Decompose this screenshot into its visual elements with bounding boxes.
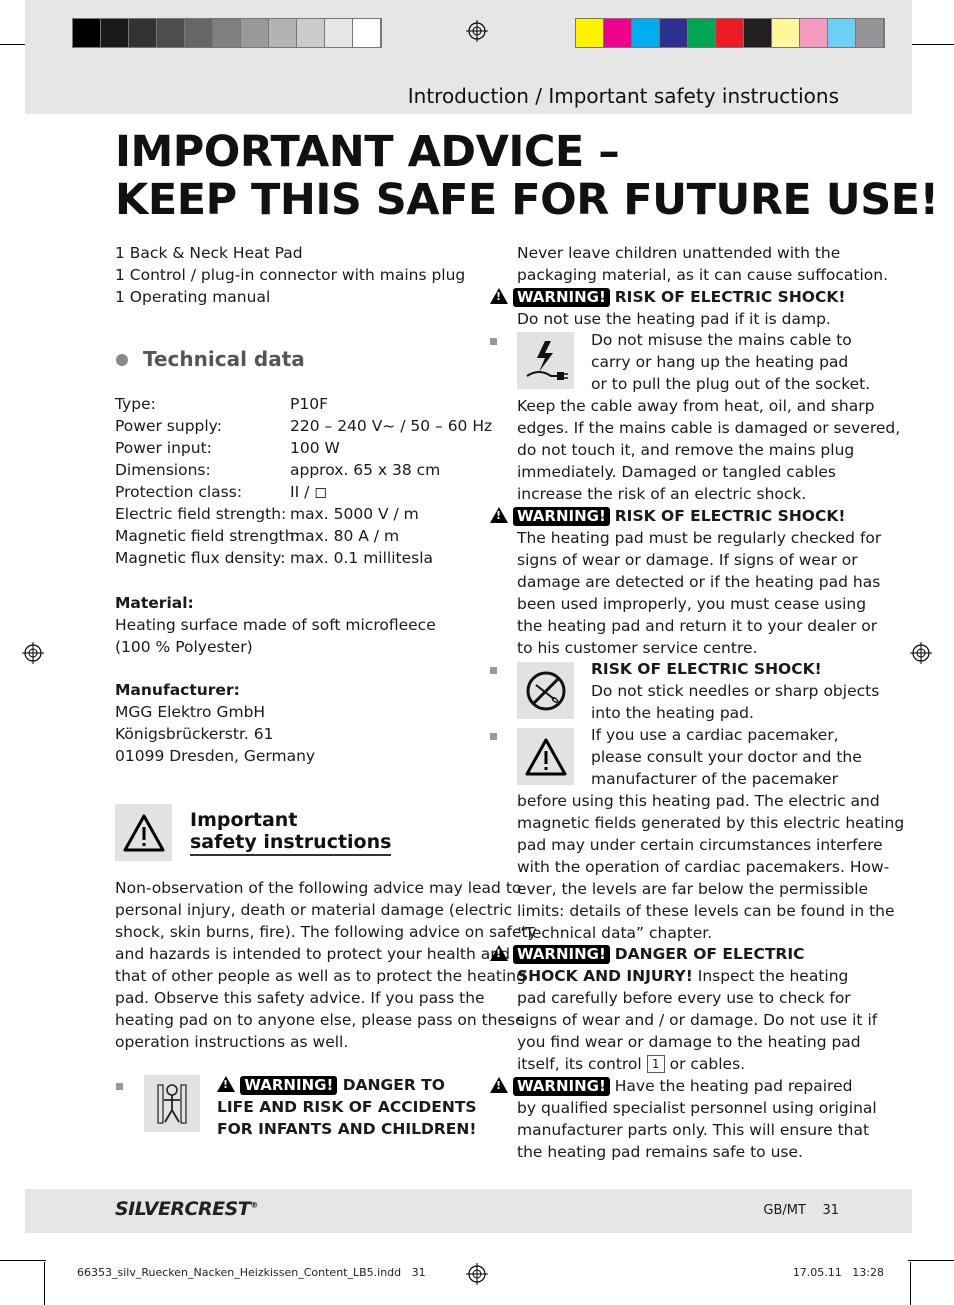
color-swatch bbox=[632, 19, 660, 47]
warning-text: Inspect the heating bbox=[697, 967, 849, 985]
color-swatch bbox=[157, 19, 185, 47]
package-contents bbox=[115, 242, 465, 308]
color-swatch bbox=[856, 19, 884, 47]
registration-mark-icon bbox=[22, 642, 44, 664]
technical-label: Protection class: bbox=[115, 483, 243, 501]
technical-value: II / ◻ bbox=[290, 483, 328, 501]
no-needles-icon bbox=[517, 662, 574, 719]
text-line: pad may under certain circumstances interfere bbox=[517, 836, 883, 854]
list-bullet-icon bbox=[490, 733, 497, 740]
technical-label: Magnetic field strength: bbox=[115, 527, 300, 545]
safety-heading bbox=[190, 809, 391, 856]
crop-mark bbox=[908, 44, 954, 45]
page-number: GB/MT 31 bbox=[763, 1203, 839, 1218]
color-swatch bbox=[297, 19, 325, 47]
technical-label: Dimensions: bbox=[115, 461, 211, 479]
text-line: ever, the levels are far below the permissible bbox=[517, 880, 869, 898]
headline-line-1: IMPORTANT ADVICE – bbox=[115, 127, 620, 177]
list-bullet-icon bbox=[116, 1083, 123, 1090]
text-line: damage are detected or if the heating pad has bbox=[517, 573, 881, 591]
warning-title: RISK OF ELECTRIC SHOCK! bbox=[591, 660, 822, 678]
warning-text: signs of wear and / or damage. Do not use it if bbox=[517, 1011, 878, 1029]
warning-sign-icon bbox=[217, 1076, 235, 1092]
color-swatch bbox=[129, 19, 157, 47]
pacemaker-line: manufacturer of the pacemaker bbox=[591, 770, 839, 788]
text-line: do not touch it, and remove the mains plug bbox=[517, 441, 855, 459]
color-swatch bbox=[688, 19, 716, 47]
warning-body bbox=[490, 527, 881, 659]
children-note bbox=[517, 242, 888, 286]
warning-title: RISK OF ELECTRIC SHOCK! bbox=[614, 288, 846, 306]
technical-value: max. 0.1 millitesla bbox=[290, 549, 434, 567]
warning-inspect bbox=[490, 943, 877, 1075]
warning-label: WARNING! bbox=[240, 1076, 337, 1095]
warning-text: Do not use the heating pad if it is damp. bbox=[517, 310, 831, 328]
warning-title: DANGER OF ELECTRIC bbox=[614, 945, 805, 963]
warning-text: itself, its control bbox=[517, 1055, 642, 1073]
safety-intro bbox=[115, 877, 537, 1053]
text-line: edges. If the mains cable is damaged or severed, bbox=[517, 419, 901, 437]
text-line: increase the risk of an electric shock. bbox=[517, 485, 807, 503]
text-line: with the operation of cardiac pacemakers. How- bbox=[517, 858, 890, 876]
pacemaker-line: If you use a cardiac pacemaker, bbox=[591, 726, 839, 744]
registration-mark-icon bbox=[910, 642, 932, 664]
cable-warning-line: or to pull the plug out of the socket. bbox=[591, 375, 871, 393]
warning-repair bbox=[490, 1075, 877, 1163]
children-note-line: packaging material, as it can cause suffocation. bbox=[517, 266, 889, 284]
color-swatch bbox=[716, 19, 744, 47]
safety-heading-line-2: safety instructions bbox=[190, 831, 391, 856]
crop-mark bbox=[908, 1260, 954, 1261]
warning-label: WARNING! bbox=[513, 1077, 610, 1096]
text-line: been used improperly, you must cease using bbox=[517, 595, 867, 613]
color-swatch bbox=[73, 19, 101, 47]
technical-label: Electric field strength: bbox=[115, 505, 287, 523]
text-line: heating pad on to anyone else, please pass on these bbox=[115, 1011, 525, 1029]
contents-item: 1 Operating manual bbox=[115, 288, 271, 306]
process-color-bar bbox=[575, 18, 885, 48]
color-swatch bbox=[241, 19, 269, 47]
color-swatch bbox=[576, 19, 604, 47]
text-line: signs of wear or damage. If signs of wear or bbox=[517, 551, 858, 569]
technical-label: Power input: bbox=[115, 439, 212, 457]
text-line: limits: details of these levels can be found in the bbox=[517, 902, 895, 920]
manufacturer-text: 01099 Dresden, Germany bbox=[115, 747, 316, 765]
warning-text: or cables. bbox=[669, 1055, 746, 1073]
text-line: that of other people as well as to protect the heating bbox=[115, 967, 526, 985]
technical-value: approx. 65 x 38 cm bbox=[290, 461, 441, 479]
brand-name: SILVERCREST bbox=[115, 1198, 251, 1220]
cable-warning-line: Do not misuse the mains cable to bbox=[591, 331, 852, 349]
cable-warning-long bbox=[517, 395, 900, 505]
safety-heading-line-1: Important bbox=[190, 809, 298, 831]
children-note-line: Never leave children unattended with the bbox=[517, 244, 841, 262]
text-line: the heating pad and return it to your dealer or bbox=[517, 617, 878, 635]
warning-sign-icon bbox=[490, 1077, 508, 1093]
warning-label: WARNING! bbox=[513, 288, 610, 307]
text-line: operation instructions as well. bbox=[115, 1033, 349, 1051]
warning-label: WARNING! bbox=[513, 507, 610, 526]
material-label: Material: bbox=[115, 594, 194, 612]
color-swatch bbox=[828, 19, 856, 47]
text-line: The heating pad must be regularly checked for bbox=[517, 529, 882, 547]
technical-value: max. 80 A / m bbox=[290, 527, 400, 545]
registered-mark: ® bbox=[250, 1200, 258, 1210]
infant-warning-text: FOR INFANTS AND CHILDREN! bbox=[217, 1120, 477, 1138]
color-swatch bbox=[185, 19, 213, 47]
text-line: shock, skin burns, fire). The following advice on safety bbox=[115, 923, 537, 941]
technical-value: 220 – 240 V~ / 50 – 60 Hz bbox=[290, 417, 493, 435]
text-line: personal injury, death or material damage (electric bbox=[115, 901, 513, 919]
indd-filename: 66353_silv_Ruecken_Nacken_Heizkissen_Content_LB5.indd 31 bbox=[77, 1266, 426, 1279]
manufacturer-text: MGG Elektro GmbH bbox=[115, 703, 266, 721]
section-bullet-icon bbox=[116, 354, 128, 366]
color-swatch bbox=[800, 19, 828, 47]
warning-sign-icon bbox=[490, 945, 508, 961]
crop-mark bbox=[0, 1260, 46, 1261]
color-swatch bbox=[269, 19, 297, 47]
warning-text: you find wear or damage to the heating pad bbox=[517, 1033, 861, 1051]
pacemaker-line: please consult your doctor and the bbox=[591, 748, 862, 766]
pacemaker-warning-short bbox=[591, 724, 862, 790]
warning-text: Have the heating pad repaired bbox=[614, 1077, 853, 1095]
child-hazard-icon bbox=[144, 1075, 200, 1132]
control-reference-box: 1 bbox=[647, 1055, 665, 1073]
silvercrest-logo bbox=[115, 1198, 258, 1220]
crop-mark bbox=[910, 1262, 911, 1305]
color-swatch bbox=[772, 19, 800, 47]
warning-text: the heating pad remains safe to use. bbox=[517, 1143, 803, 1161]
material-text: (100 % Polyester) bbox=[115, 638, 253, 656]
text-line: Keep the cable away from heat, oil, and sharp bbox=[517, 397, 875, 415]
warning-sign-icon bbox=[490, 507, 508, 523]
warning-triangle-icon bbox=[115, 804, 172, 861]
warning-triangle-icon bbox=[517, 728, 574, 785]
list-bullet-icon bbox=[490, 667, 497, 674]
infant-warning bbox=[217, 1074, 477, 1140]
technical-value: max. 5000 V / m bbox=[290, 505, 419, 523]
warning-text: by qualified specialist personnel using original bbox=[517, 1099, 877, 1117]
technical-label: Magnetic flux density: bbox=[115, 549, 286, 567]
technical-label: Power supply: bbox=[115, 417, 222, 435]
warning-label: WARNING! bbox=[513, 945, 610, 964]
warning-title: SHOCK AND INJURY! bbox=[517, 967, 693, 985]
material-text: Heating surface made of soft microfleece bbox=[115, 616, 436, 634]
warning-title: RISK OF ELECTRIC SHOCK! bbox=[614, 507, 846, 525]
technical-value: 100 W bbox=[290, 439, 340, 457]
registration-mark-icon bbox=[466, 20, 488, 42]
print-date: 17.05.11 13:28 bbox=[792, 1266, 884, 1279]
color-swatch bbox=[604, 19, 632, 47]
technical-value: P10F bbox=[290, 395, 328, 413]
text-line: Non-observation of the following advice may lead to bbox=[115, 879, 522, 897]
list-bullet-icon bbox=[490, 338, 497, 345]
cable-warning-short bbox=[591, 329, 870, 395]
color-swatch bbox=[744, 19, 772, 47]
manufacturer-block bbox=[115, 679, 475, 767]
pacemaker-warning-long bbox=[517, 790, 904, 944]
infant-warning-text: LIFE AND RISK OF ACCIDENTS bbox=[217, 1098, 477, 1116]
color-swatch bbox=[101, 19, 129, 47]
text-line: before using this heating pad. The electric and bbox=[517, 792, 880, 810]
warning-text: pad carefully before every use to check for bbox=[517, 989, 851, 1007]
material-block bbox=[115, 592, 475, 658]
text-line: and hazards is intended to protect your health and bbox=[115, 945, 510, 963]
text-line: “Technical data” chapter. bbox=[517, 924, 713, 942]
manufacturer-label: Manufacturer: bbox=[115, 681, 240, 699]
warning-text: manufacturer parts only. This will ensure that bbox=[517, 1121, 870, 1139]
contents-item: 1 Back & Neck Heat Pad bbox=[115, 244, 303, 262]
cable-hazard-icon bbox=[517, 332, 574, 389]
registration-mark-icon bbox=[466, 1263, 488, 1285]
needle-warning-line: into the heating pad. bbox=[591, 704, 754, 722]
text-line: immediately. Damaged or tangled cables bbox=[517, 463, 836, 481]
warning-sign-icon bbox=[490, 288, 508, 304]
color-swatch bbox=[325, 19, 353, 47]
headline-line-2: KEEP THIS SAFE FOR FUTURE USE! bbox=[115, 175, 939, 225]
technical-data-heading: Technical data bbox=[143, 347, 305, 371]
color-swatch bbox=[213, 19, 241, 47]
contents-item: 1 Control / plug-in connector with mains plug bbox=[115, 266, 466, 284]
running-header: Introduction / Important safety instructions bbox=[407, 84, 839, 108]
manufacturer-text: Königsbrückerstr. 61 bbox=[115, 725, 274, 743]
warning-regular-check bbox=[490, 505, 881, 659]
text-line: magnetic fields generated by this electric heating bbox=[517, 814, 905, 832]
color-swatch bbox=[660, 19, 688, 47]
needle-warning-line: Do not stick needles or sharp objects bbox=[591, 682, 880, 700]
crop-mark bbox=[44, 1262, 45, 1305]
warning-damp bbox=[490, 286, 845, 330]
needle-warning bbox=[591, 658, 879, 724]
cable-warning-line: carry or hang up the heating pad bbox=[591, 353, 849, 371]
text-line: pad. Observe this safety advice. If you pass the bbox=[115, 989, 485, 1007]
technical-label: Type: bbox=[115, 395, 156, 413]
gray-color-bar bbox=[72, 18, 382, 48]
text-line: to his customer service centre. bbox=[517, 639, 758, 657]
infant-warning-text: DANGER TO bbox=[342, 1076, 445, 1094]
color-swatch bbox=[353, 19, 381, 47]
